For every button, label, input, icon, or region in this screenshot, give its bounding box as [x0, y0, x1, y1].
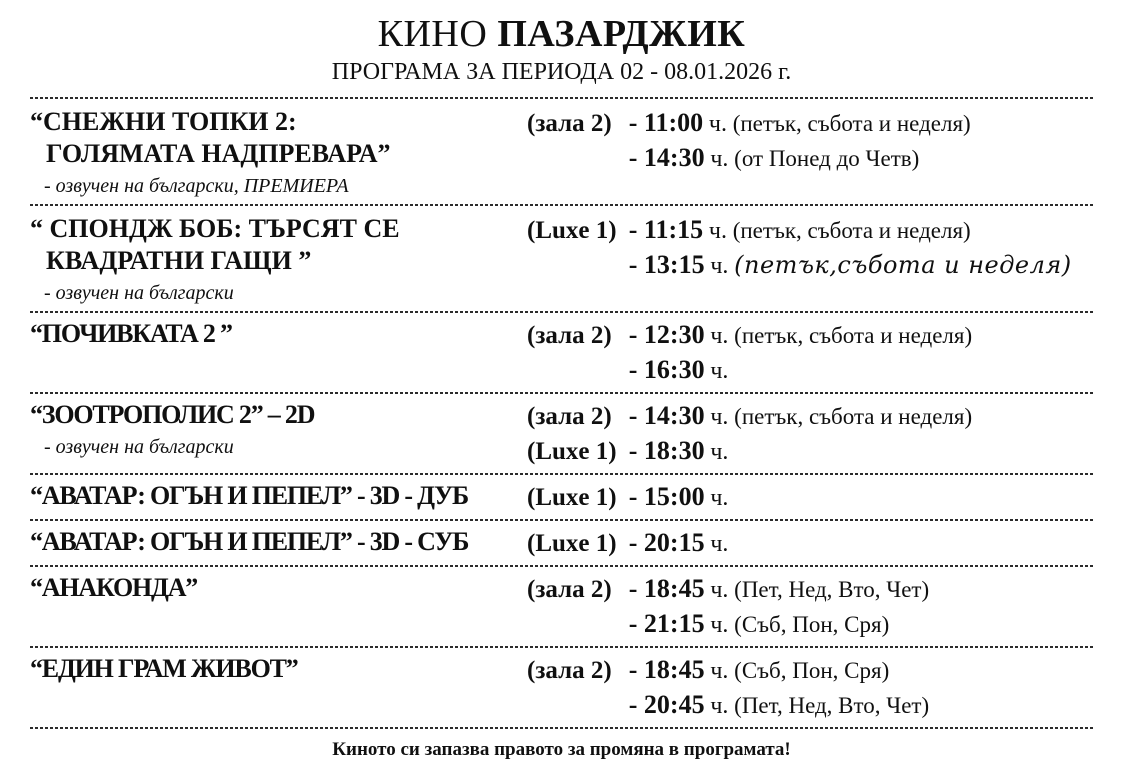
movie-title-line: “ СПОНДЖ БОБ: ТЪРСЯТ СЕ [30, 214, 400, 243]
movie-title-line: “ЕДИН ГРАМ ЖИВОТ” [30, 654, 298, 683]
movie-showtimes [527, 106, 1093, 176]
showtime-line [527, 480, 1093, 515]
movie-title-line: “АНАКОНДА” [30, 573, 198, 602]
movie-row [30, 521, 1093, 565]
showtime-unit: ч. [710, 612, 729, 638]
hall-label: (зала 2) [527, 403, 612, 430]
showtime-days: (петък, събота и неделя) [732, 218, 971, 243]
footer-disclaimer: Киното си запазва правото за промяна в програмата! [332, 739, 791, 760]
showtime-line [527, 106, 1093, 141]
movie-showtimes [527, 653, 1093, 723]
showtime-unit: ч. [710, 485, 729, 511]
page-title [30, 12, 1093, 56]
showtime-time: - 20:45 [628, 690, 705, 719]
hall-label: (Luxe 1) [527, 217, 617, 244]
movie-note: - озвучен на български [44, 282, 234, 304]
movie-title-block [30, 399, 527, 460]
showtime-days: (Съб, Пон, Сря) [734, 612, 890, 637]
showtime-time: - 12:30 [628, 320, 705, 349]
movie-title-block [30, 653, 527, 685]
movie-title-block [30, 572, 527, 604]
showtime-line [527, 572, 1093, 607]
page-title-bold: ПАЗАРДЖИК [497, 13, 746, 55]
showtime-days: (от Понед до Четв) [734, 146, 920, 171]
movie-showtimes [527, 572, 1093, 642]
hall-label: (Luxe 1) [527, 438, 617, 465]
movie-showtimes [527, 213, 1093, 283]
showtime-time: - 21:15 [628, 609, 705, 638]
showtime-unit: ч. [710, 531, 729, 557]
movie-row [30, 313, 1093, 392]
movie-title-block [30, 318, 527, 350]
showtime-line [527, 607, 1093, 642]
showtime-unit: ч. [710, 577, 729, 603]
showtime-unit: ч. [708, 218, 727, 244]
showtime-line [527, 141, 1093, 176]
showtime-time: - 11:00 [628, 108, 704, 137]
program-period-subtitle: ПРОГРАМА ЗА ПЕРИОДА 02 - 08.01.2026 г. [331, 59, 792, 85]
showtime-time: - 14:30 [628, 401, 705, 430]
showtime-unit: ч. [710, 358, 729, 384]
showtime-time: - 13:15 [628, 250, 705, 279]
showtime-unit: ч. [710, 693, 729, 719]
showtime-line [527, 526, 1093, 561]
showtime-time: - 15:00 [628, 482, 705, 511]
movie-title-line: “АВАТАР: ОГЪН И ПЕПЕЛ” - 3D - СУБ [30, 527, 469, 556]
movie-title-block [30, 213, 527, 306]
movie-row [30, 475, 1093, 519]
movie-note: - озвучен на български, ПРЕМИЕРА [44, 175, 349, 197]
movie-row [30, 567, 1093, 646]
hall-label: (зала 2) [527, 322, 612, 349]
showtime-days: (Пет, Нед, Вто, Чет) [734, 693, 930, 718]
showtime-unit: ч. [710, 253, 729, 279]
showtime-days: (Пет, Нед, Вто, Чет) [734, 577, 930, 602]
showtime-line [527, 399, 1093, 434]
showtime-time: - 18:30 [628, 436, 705, 465]
showtime-line [527, 353, 1093, 388]
showtime-unit: ч. [710, 323, 729, 349]
showtime-line [527, 318, 1093, 353]
movie-title-block [30, 106, 527, 199]
movie-title-line: “ЗООТРОПОЛИС 2” – 2D [30, 400, 315, 429]
showtime-line [527, 248, 1093, 283]
movie-row [30, 206, 1093, 311]
movie-title-block [30, 526, 527, 558]
movie-title-line: “ПОЧИВКАТА 2 ” [30, 319, 232, 348]
showtime-unit: ч. [710, 439, 729, 465]
movie-title-line: КВАДРАТНИ ГАЩИ ” [46, 246, 312, 275]
hall-label: (зала 2) [527, 110, 612, 137]
showtime-time: - 11:15 [628, 215, 704, 244]
showtime-time: - 18:45 [628, 655, 705, 684]
movie-title-line: “АВАТАР: ОГЪН И ПЕПЕЛ” - 3D - ДУБ [30, 481, 469, 510]
movie-row [30, 394, 1093, 473]
showtime-days: (петък, събота и неделя) [734, 323, 973, 348]
showtime-line [527, 213, 1093, 248]
movie-row [30, 648, 1093, 727]
showtime-days: (петък, събота и неделя) [734, 404, 973, 429]
showtime-time: - 14:30 [628, 143, 705, 172]
showtime-unit: ч. [710, 146, 729, 172]
page-title-regular: КИНО [377, 13, 498, 55]
showtime-unit: ч. [708, 111, 727, 137]
showtime-days: (Съб, Пон, Сря) [734, 658, 890, 683]
movie-note: - озвучен на български [44, 436, 234, 458]
movie-title-line: “СНЕЖНИ ТОПКИ 2: [30, 107, 297, 136]
showtime-time: - 16:30 [628, 355, 705, 384]
showtime-unit: ч. [710, 404, 729, 430]
hall-label: (Luxe 1) [527, 530, 617, 557]
page-header [30, 12, 1093, 87]
hall-label: (зала 2) [527, 657, 612, 684]
showtime-unit: ч. [710, 658, 729, 684]
showtime-line [527, 434, 1093, 469]
showtime-days: (петък,събота и неделя) [734, 251, 1072, 279]
movie-title-block [30, 480, 527, 512]
movie-title-line: ГОЛЯМАТА НАДПРЕВАРА” [46, 139, 391, 168]
movie-showtimes [527, 318, 1093, 388]
showtime-time: - 20:15 [628, 528, 705, 557]
showtime-days: (петък, събота и неделя) [732, 111, 971, 136]
showtime-time: - 18:45 [628, 574, 705, 603]
hall-label: (зала 2) [527, 576, 612, 603]
movie-showtimes [527, 399, 1093, 469]
movie-showtimes [527, 526, 1093, 561]
movie-row [30, 99, 1093, 204]
movie-showtimes [527, 480, 1093, 515]
hall-label: (Luxe 1) [527, 484, 617, 511]
showtime-line [527, 653, 1093, 688]
showtime-line [527, 688, 1093, 723]
